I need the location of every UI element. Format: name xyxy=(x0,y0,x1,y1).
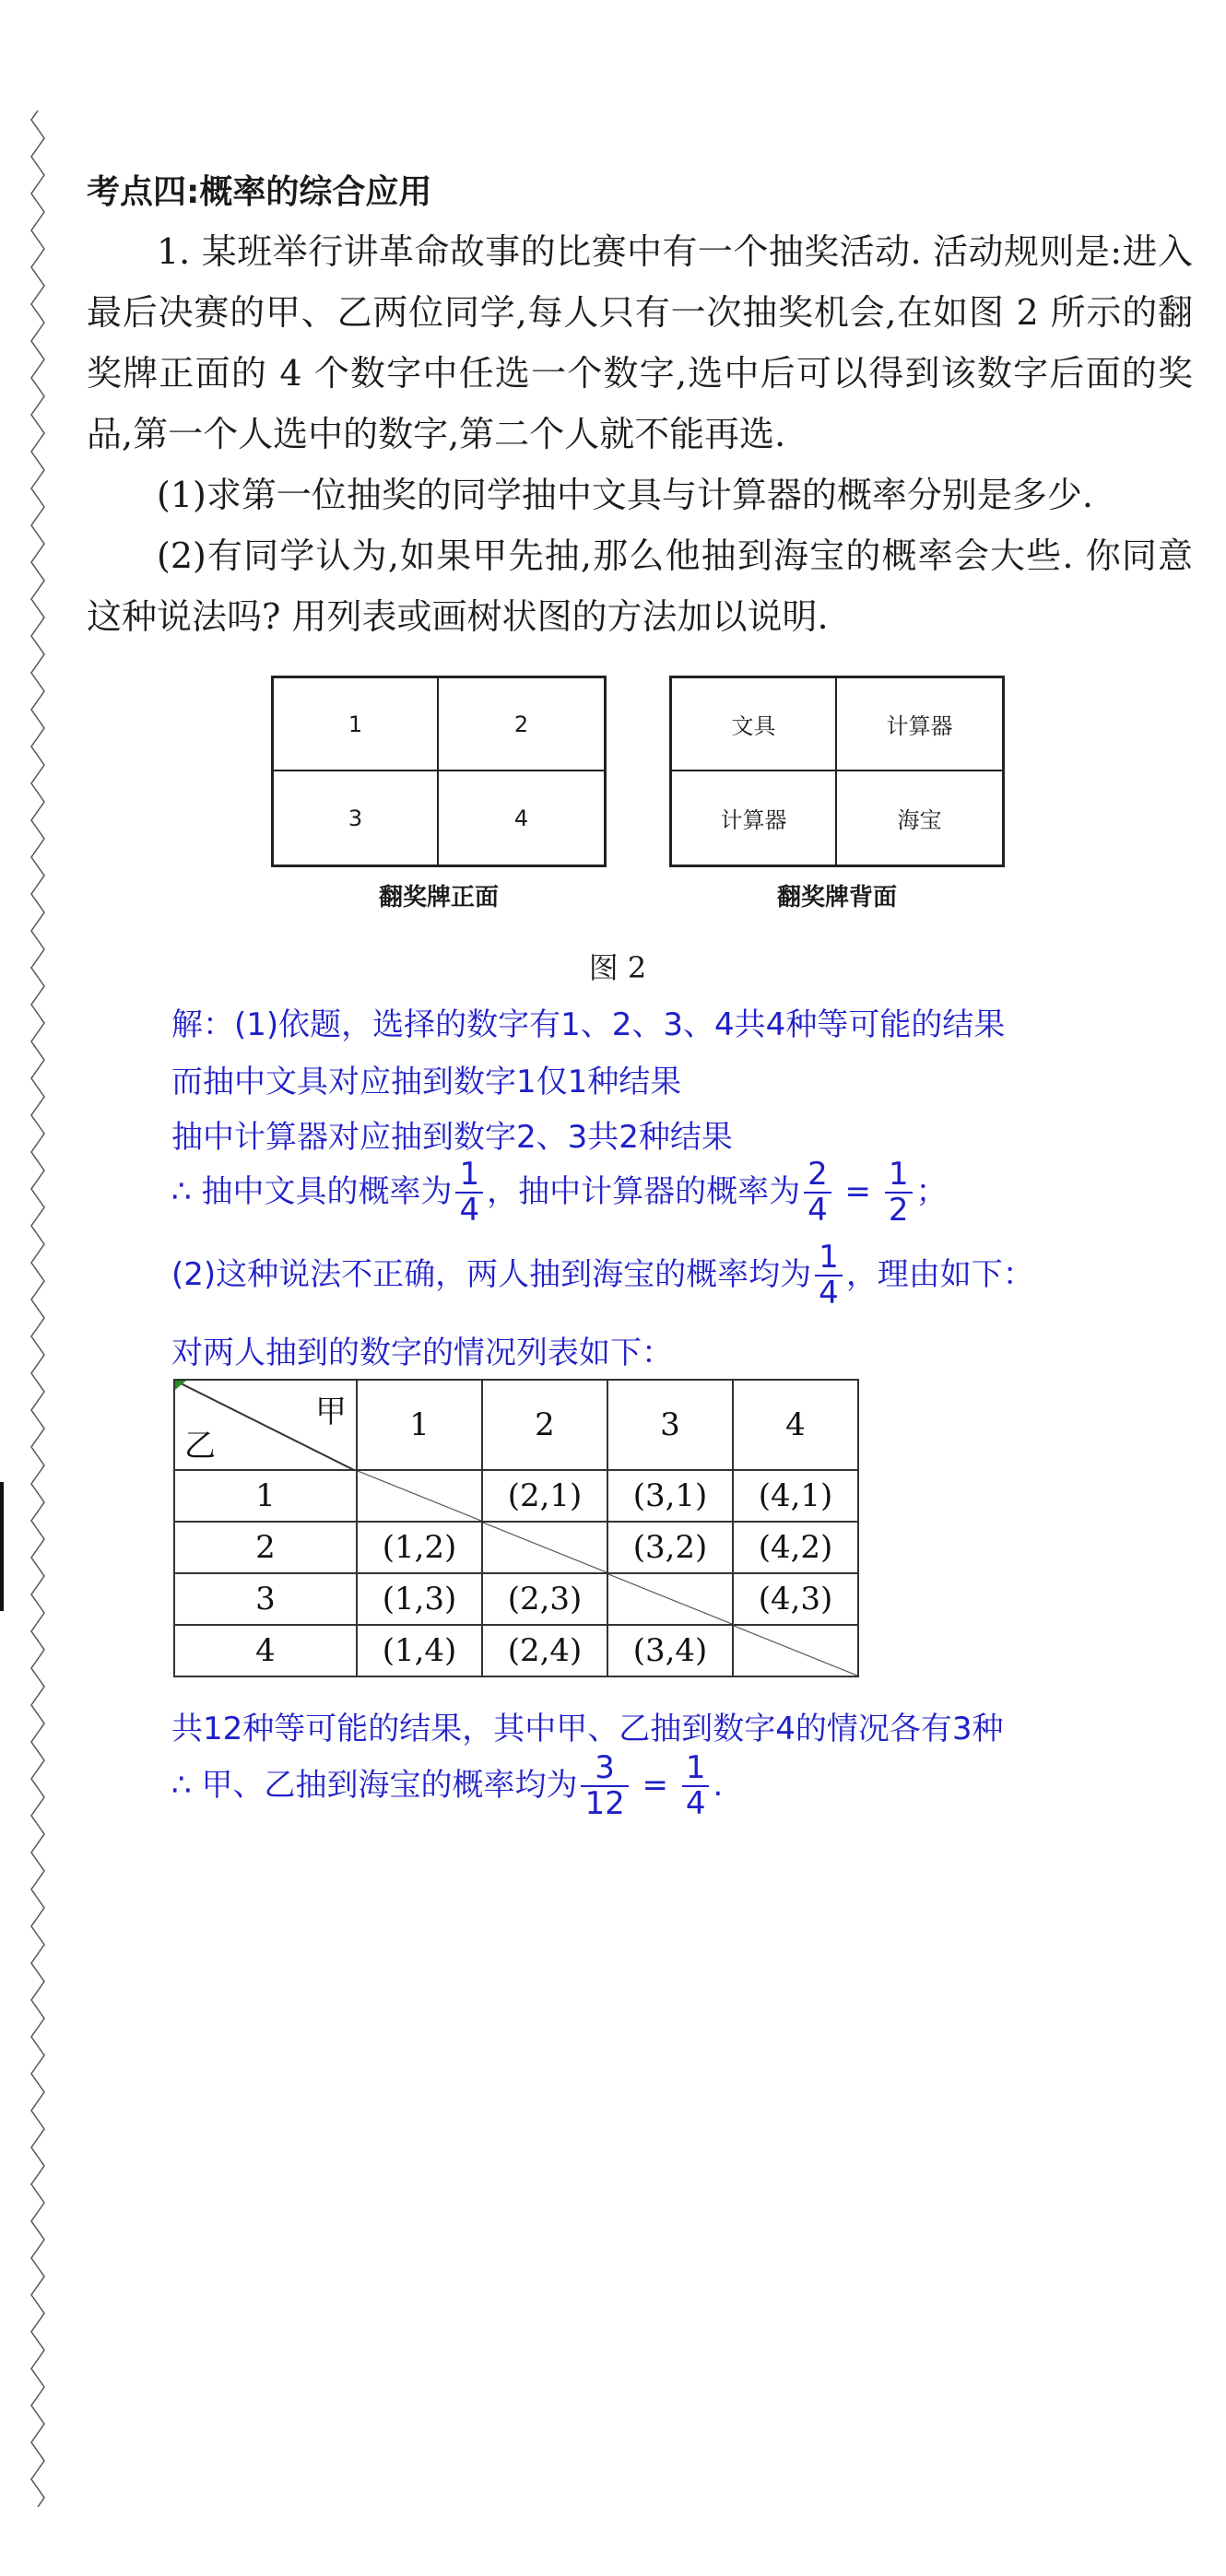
line4-text-b: ，抽中计算器的概率为 xyxy=(487,1172,801,1210)
card-back-cell: 海宝 xyxy=(897,807,942,833)
table-row xyxy=(174,1625,858,1676)
table-cell: (1,4) xyxy=(357,1625,482,1676)
col-header-jia: 甲 xyxy=(315,1394,347,1430)
card-front-cell: 4 xyxy=(513,805,529,831)
diagonal-cell xyxy=(482,1522,607,1573)
fraction-1-4: $\frac{1}{4}$ xyxy=(815,1241,843,1312)
table-cell: (2,1) xyxy=(482,1470,607,1522)
fraction-1-4: $\frac{1}{4}$ xyxy=(455,1158,483,1229)
table-row xyxy=(174,1573,858,1625)
solution-line-4 xyxy=(171,1158,1185,1229)
table-cell: (3,1) xyxy=(607,1470,733,1522)
question-2: (2)有同学认为,如果甲先抽,那么他抽到海宝的概率会大些. 你同意这种说法吗? 用列表或画树状图的方法加以说明. xyxy=(87,535,1193,637)
problem-text xyxy=(87,221,1193,647)
row-label: 1 xyxy=(174,1470,357,1522)
row-label: 2 xyxy=(174,1522,357,1573)
table-cell: (3,4) xyxy=(607,1625,733,1676)
solution-line-8 xyxy=(171,1751,1185,1822)
table-cell: (2,3) xyxy=(482,1573,607,1625)
result-table xyxy=(173,1379,859,1677)
table-row xyxy=(174,1470,858,1522)
line4-text-a: ∴ 抽中文具的概率为 xyxy=(171,1172,453,1210)
equals-sign: = xyxy=(642,1766,669,1804)
solution-line-5 xyxy=(171,1241,1185,1312)
card-back-cell: 文具 xyxy=(672,678,837,771)
solution-line-1: 解：(1)依题，选择的数字有1、2、3、4共4种等可能的结果 xyxy=(171,1006,1006,1043)
table-cell: (3,2) xyxy=(607,1522,733,1573)
diagonal-cell xyxy=(357,1470,482,1522)
card-front-caption: 翻奖牌正面 xyxy=(378,884,499,912)
col-label: 3 xyxy=(607,1380,733,1470)
card-back-cell: 计算器 xyxy=(672,771,837,865)
line4-end: ； xyxy=(915,1172,948,1210)
table-corner xyxy=(174,1380,357,1470)
table-row xyxy=(174,1522,858,1573)
card-front-cell: 3 xyxy=(274,771,439,865)
margin-bar xyxy=(0,1482,4,1611)
card-front-cell: 2 xyxy=(439,678,604,771)
figure-label: 图 2 xyxy=(588,950,647,985)
solution-line-6: 对两人抽到的数字的情况列表如下： xyxy=(171,1335,673,1371)
line8-end: . xyxy=(713,1766,724,1804)
line5-text-b: ，理由如下： xyxy=(845,1255,1034,1293)
question-1: (1)求第一位抽奖的同学抽中文具与计算器的概率分别是多少. xyxy=(157,475,1093,515)
row-label: 3 xyxy=(174,1573,357,1625)
table-cell: (1,2) xyxy=(357,1522,482,1573)
table-cell: (2,4) xyxy=(482,1625,607,1676)
card-back xyxy=(669,676,1005,867)
section-title: 考点四:概率的综合应用 xyxy=(87,173,432,211)
problem-intro: 1. 某班举行讲革命故事的比赛中有一个抽奖活动. 活动规则是:进入最后决赛的甲、乙两位同学,每人只有一次抽奖机会,在如图 2 所示的翻奖牌正面的 4 个数字中任选一个数字,选中后可以得到该数字后面的奖品,第一个人选中的数字,第二个人就不能再选. xyxy=(87,231,1193,454)
line5-text-a: (2)这种说法不正确，两人抽到海宝的概率均为 xyxy=(171,1255,812,1293)
fraction-3-12: $\frac{3}{12}$ xyxy=(581,1751,628,1822)
fraction-1-2: $\frac{1}{2}$ xyxy=(885,1158,913,1229)
decorative-border xyxy=(28,111,48,2507)
card-front-cell: 1 xyxy=(274,678,439,771)
row-header-yi: 乙 xyxy=(184,1428,216,1464)
card-back-cell: 计算器 xyxy=(837,678,1002,771)
diagonal-cell xyxy=(733,1625,858,1676)
card-front xyxy=(271,676,607,867)
table-cell: (1,3) xyxy=(357,1573,482,1625)
col-label: 1 xyxy=(357,1380,482,1470)
fraction-2-4: $\frac{2}{4}$ xyxy=(804,1158,831,1229)
row-label: 4 xyxy=(174,1625,357,1676)
col-label: 2 xyxy=(482,1380,607,1470)
table-cell: (4,1) xyxy=(733,1470,858,1522)
fraction-1-4: $\frac{1}{4}$ xyxy=(682,1751,710,1822)
solution-line-7: 共12种等可能的结果，其中甲、乙抽到数字4的情况各有3种 xyxy=(171,1711,1004,1747)
solution-line-3: 抽中计算器对应抽到数字2、3共2种结果 xyxy=(171,1119,733,1156)
table-cell: (4,2) xyxy=(733,1522,858,1573)
line8-text-a: ∴ 甲、乙抽到海宝的概率均为 xyxy=(171,1766,578,1804)
col-label: 4 xyxy=(733,1380,858,1470)
equals-sign: = xyxy=(844,1172,872,1210)
solution-line-2: 而抽中文具对应抽到数字1仅1种结果 xyxy=(171,1064,682,1100)
card-back-caption: 翻奖牌背面 xyxy=(776,884,897,912)
table-cell: (4,3) xyxy=(733,1573,858,1625)
diagonal-cell xyxy=(607,1573,733,1625)
